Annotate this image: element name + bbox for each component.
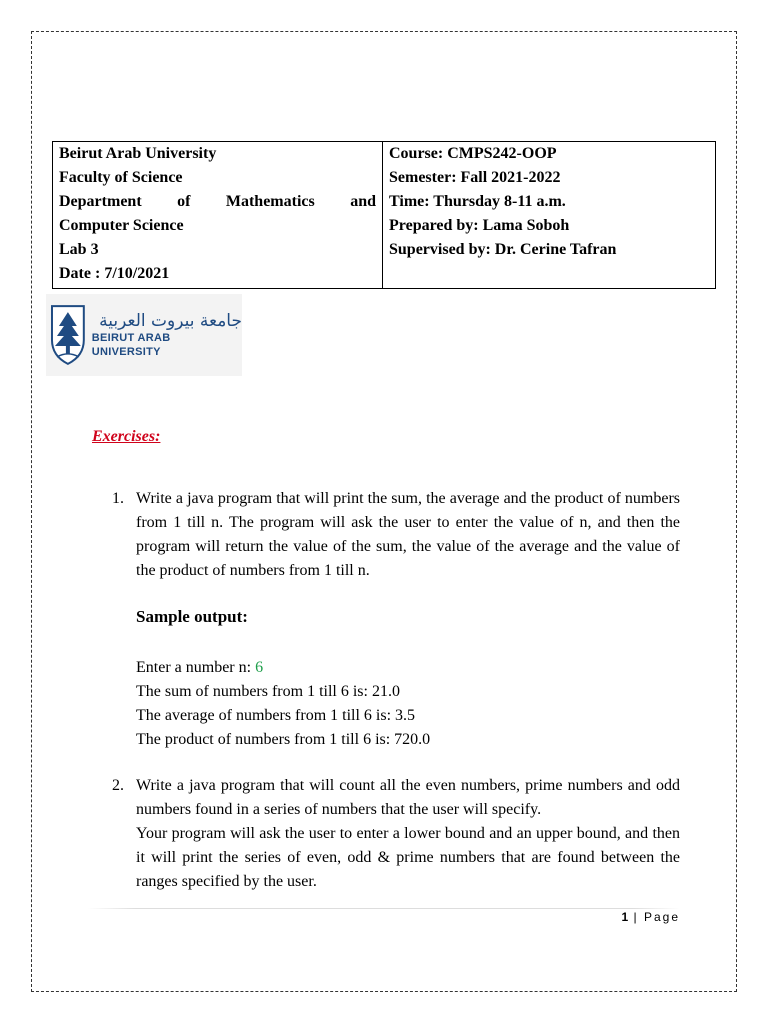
sample-prompt: Enter a number n: bbox=[136, 659, 256, 676]
department-line-2: Computer Science bbox=[59, 217, 184, 234]
lab-time: Time: Thursday 8-11 a.m. bbox=[389, 193, 566, 210]
header-right-cell bbox=[383, 142, 716, 289]
course-code: Course: CMPS242-OOP bbox=[389, 145, 557, 162]
exercise-text: Write a java program that will print the sum, the average and the product of numbers from 1 till n. The program will ask the user to enter the value of n, and then the program will return the value of the sum, the value of the average and the value of the product of numbers from 1 till n. bbox=[136, 490, 680, 579]
department-word: Department bbox=[59, 193, 142, 210]
exercise-item bbox=[112, 774, 680, 894]
exercise-item bbox=[112, 487, 680, 583]
exercises-heading: Exercises: bbox=[92, 428, 161, 445]
department-word: Mathematics bbox=[225, 193, 315, 210]
page-number: 1 bbox=[621, 910, 629, 924]
logo-arabic-name: جامعة بيروت العربية bbox=[99, 311, 242, 331]
lab-number: Lab 3 bbox=[59, 241, 99, 258]
exercise-number: 1. bbox=[112, 490, 124, 507]
cedar-shield-icon bbox=[49, 304, 87, 366]
exercise-text bbox=[136, 774, 680, 894]
sample-output-heading: Sample output: bbox=[136, 607, 248, 626]
header-table bbox=[52, 141, 716, 289]
logo-english-name: BEIRUT ARAB UNIVERSITY bbox=[91, 332, 171, 358]
supervised-by: Supervised by: Dr. Cerine Tafran bbox=[389, 241, 617, 258]
exercise-number: 2. bbox=[112, 777, 124, 794]
page-footer bbox=[600, 910, 680, 924]
sample-output-line: The average of numbers from 1 till 6 is: 3.5 bbox=[136, 707, 416, 724]
page-separator: | bbox=[628, 910, 644, 924]
department-line bbox=[59, 190, 376, 214]
semester: Semester: Fall 2021-2022 bbox=[389, 169, 561, 186]
sample-output bbox=[136, 656, 430, 752]
exercise-text-part: Your program will ask the user to enter a lower bound and an upper bound, and then it will print the series of even, odd & prime numbers that are found between the ranges specified by the user. bbox=[136, 825, 680, 890]
page-word: Page bbox=[643, 910, 680, 924]
exercise-text-part: Write a java program that will count all the even numbers, prime numbers and odd numbers found in a series of numbers that the user will specify. bbox=[136, 777, 680, 818]
faculty-name: Faculty of Science bbox=[59, 169, 183, 186]
lab-date: Date : 7/10/2021 bbox=[59, 265, 170, 282]
sample-output-line: The product of numbers from 1 till 6 is: 720.0 bbox=[136, 731, 431, 748]
university-logo bbox=[46, 294, 242, 376]
sample-input-value: 6 bbox=[255, 659, 264, 676]
prepared-by: Prepared by: Lama Soboh bbox=[389, 217, 570, 234]
logo-text bbox=[92, 311, 242, 359]
department-word: and bbox=[350, 193, 376, 210]
university-name: Beirut Arab University bbox=[59, 145, 217, 162]
sample-output-line: The sum of numbers from 1 till 6 is: 21.0 bbox=[136, 683, 400, 700]
department-word: of bbox=[177, 193, 191, 210]
header-left-cell bbox=[53, 142, 383, 289]
footer-rule bbox=[88, 908, 680, 909]
sample-prompt-line bbox=[136, 656, 430, 680]
